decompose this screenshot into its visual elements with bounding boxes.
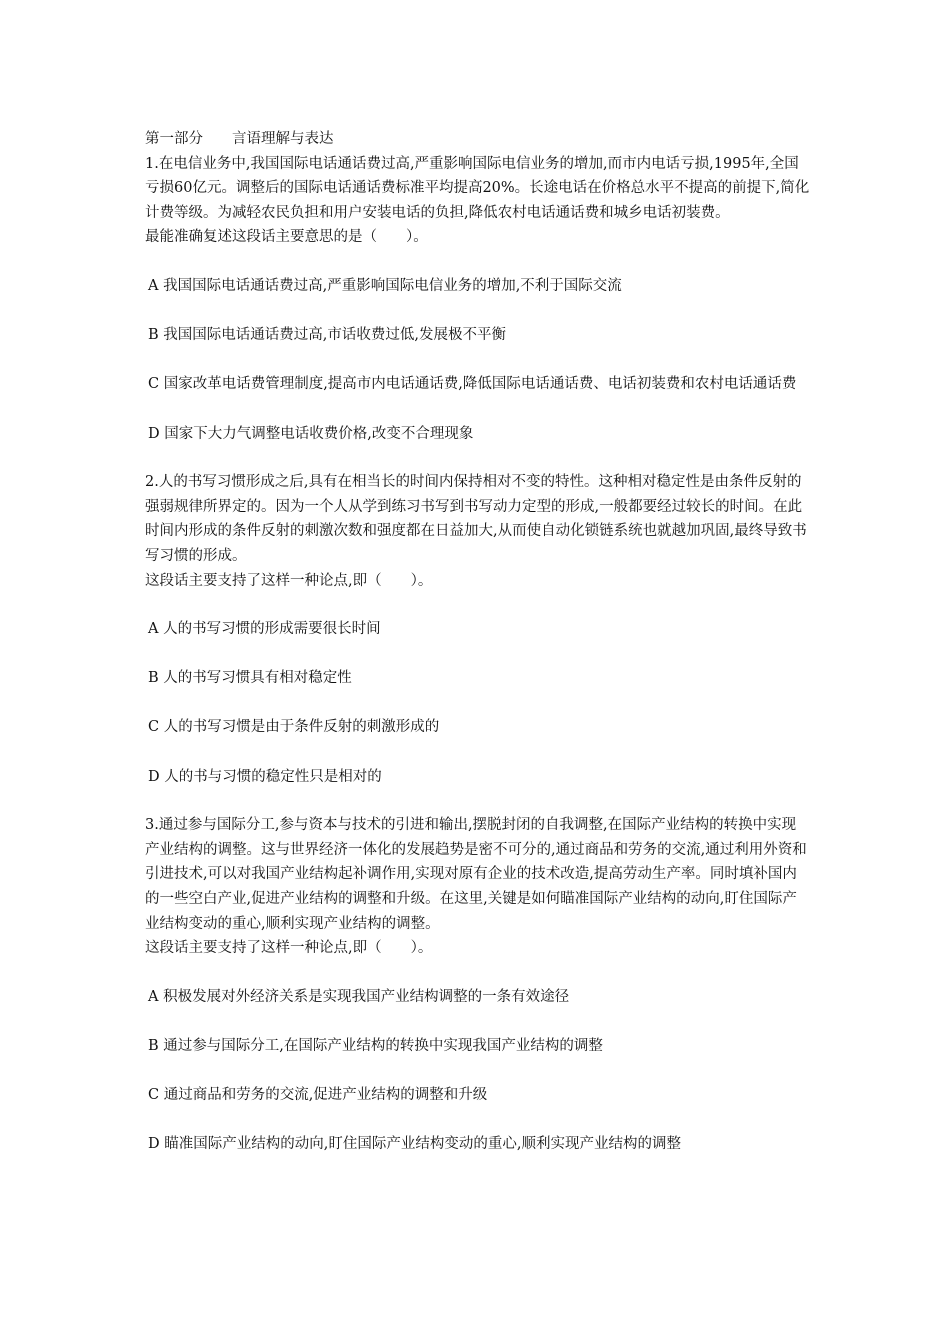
option-b: B 人的书写习惯具有相对稳定性 [148,670,352,687]
option-a: A 积极发展对外经济关系是实现我国产业结构调整的一条有效途径 [148,988,570,1005]
document-page [145,127,810,1181]
option-a: A 我国国际电话通话费过高,严重影响国际电信业务的增加,不利于国际交流 [148,277,622,294]
question-prompt: 最能准确复述这段话主要意思的是（ ）。 [145,229,428,246]
question-stem: 2.人的书写习惯形成之后,具有在相当长的时间内保持相对不变的特性。这种相对稳定性是由条件反射的强弱规律所界定的。因为一个人从学到练习书写到书写动力定型的形成,一般都要经过较长的时间。在此时间内形成的条件反射的刺激次数和强度都在日益加大,从而使自动化锁链系统也就越加巩固,最终导致书写习惯的形成。 [145,474,807,564]
question-3 [145,813,810,1157]
section-title: 第一部分 言语理解与表达 [145,131,334,147]
question-stem: 1.在电信业务中,我国国际电话通话费过高,严重影响国际电信业务的增加,而市内电话亏损,1995年,全国亏损60亿元。调整后的国际电话通话费标准平均提高20%。长途电话在价格总水平不提高的前提下,简化计费等级。为减轻农民负担和用户安装电话的负担,降低农村电话通话费和城乡电话初装费。 [145,155,810,221]
option-d: D 国家下大力气调整电话收费价格,改变不合理现象 [148,425,474,442]
question-stem: 3.通过参与国际分工,参与资本与技术的引进和输出,摆脱封闭的自我调整,在国际产业结构的转换中实现产业结构的调整。这与世界经济一体化的发展趋势是密不可分的,通过商品和劳务的交流,通过利用外资和引进技术,可以对我国产业结构起补调作用,实现对原有企业的技术改造,提高劳动生产率。同时填补国内的一些空白产业,促进产业结构的调整和升级。在这里,关键是如何瞄准国际产业结构的动向,盯住国际产业结构变动的重心,顺利实现产业结构的调整。 [145,817,807,932]
option-b: B 通过参与国际分工,在国际产业结构的转换中实现我国产业结构的调整 [148,1038,603,1054]
option-a: A 人的书写习惯的形成需要很长时间 [148,621,381,638]
option-c: C 通过商品和劳务的交流,促进产业结构的调整和升级 [148,1087,488,1104]
option-d: D 人的书与习惯的稳定性只是相对的 [148,768,382,785]
option-b: B 我国国际电话通话费过高,市话收费过低,发展极不平衡 [148,327,506,344]
question-prompt: 这段话主要支持了这样一种论点,即（ ）。 [145,940,433,957]
question-1 [145,152,810,447]
option-c: C 人的书写习惯是由于条件反射的刺激形成的 [148,719,440,736]
question-2 [145,470,810,789]
option-d: D 瞄准国际产业结构的动向,盯住国际产业结构变动的重心,顺利实现产业结构的调整 [148,1136,681,1153]
option-c: C 国家改革电话费管理制度,提高市内电话通话费,降低国际电话通话费、电话初装费和农村电话通话费 [148,376,797,393]
question-prompt: 这段话主要支持了这样一种论点,即（ ）。 [145,572,433,589]
